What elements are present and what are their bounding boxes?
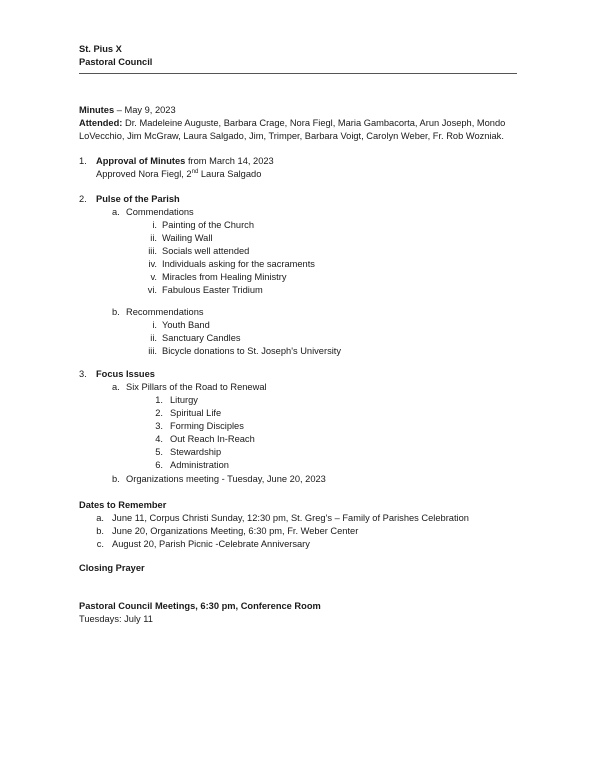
minutes-date: – May 9, 2023 — [114, 105, 176, 115]
pillar-item-number: 5. — [155, 447, 163, 457]
section-2a-title: Commendations — [126, 207, 194, 217]
attended-line-2: LoVecchio, Jim McGraw, Laura Salgado, Jim, Trimper, Barbara Voigt, Carolyn Weber, Fr. Rob Wozniak. — [79, 131, 504, 141]
commendation-item-number: iii. — [148, 246, 157, 256]
attended-line-1 — [79, 119, 505, 128]
commendation-item: Miracles from Healing Ministry — [162, 272, 287, 282]
recommendation-item-number: i. — [152, 320, 157, 330]
pillar-item-number: 3. — [155, 421, 163, 431]
approval-text-b: Laura Salgado — [198, 169, 262, 179]
minutes-label: Minutes — [79, 105, 115, 115]
attended-names-1: Dr. Madeleine Auguste, Barbara Crage, Nora Fiegl, Maria Gambacorta, Arun Joseph, Mondo — [124, 118, 506, 128]
section-2b-label: b. — [112, 307, 120, 317]
recommendation-item: Sanctuary Candles — [162, 333, 241, 343]
commendation-item-number: vi. — [147, 285, 157, 295]
date-item: June 11, Corpus Christi Sunday, 12:30 pm, St. Greg's – Family of Parishes Celebration — [112, 513, 469, 523]
section-3a-title: Six Pillars of the Road to Renewal — [126, 382, 267, 392]
commendation-item-number: v. — [150, 272, 157, 282]
pillar-item: Out Reach In-Reach — [170, 434, 255, 444]
section-3-number: 3. — [79, 369, 87, 379]
date-item-number: c. — [96, 539, 104, 549]
commendation-item: Wailing Wall — [162, 233, 213, 243]
section-3a-label: a. — [112, 382, 120, 392]
pillar-item: Spiritual Life — [170, 408, 222, 418]
approval-text-a: Approved Nora Fiegl, 2 — [96, 169, 192, 179]
recommendation-item-number: ii. — [150, 333, 157, 343]
section-1-title: Approval of Minutes — [96, 156, 186, 166]
recommendation-item: Youth Band — [162, 320, 210, 330]
section-2-title: Pulse of the Parish — [96, 194, 180, 204]
header-rule — [79, 73, 517, 74]
recommendation-item-number: iii. — [148, 346, 157, 356]
pillar-item: Administration — [170, 460, 229, 470]
recommendation-item: Bicycle donations to St. Joseph's University — [162, 346, 342, 356]
section-2b-title: Recommendations — [126, 307, 204, 317]
meetings-title: Pastoral Council Meetings, 6:30 pm, Conference Room — [79, 601, 321, 611]
commendation-item: Painting of the Church — [162, 220, 254, 230]
commendation-item-number: ii. — [150, 233, 157, 243]
section-3-title: Focus Issues — [96, 369, 155, 379]
date-item: June 20, Organizations Meeting, 6:30 pm, Fr. Weber Center — [112, 526, 359, 536]
approval-line — [96, 170, 261, 179]
council-name: Pastoral Council — [79, 57, 153, 67]
date-item-number: b. — [96, 526, 104, 536]
pillar-item: Liturgy — [170, 395, 198, 405]
commendation-item: Fabulous Easter Tridium — [162, 285, 263, 295]
section-3b-title: Organizations meeting - Tuesday, June 20, 2023 — [126, 474, 326, 484]
section-3b-label: b. — [112, 474, 120, 484]
approval-sup: nd — [191, 168, 199, 175]
closing-title: Closing Prayer — [79, 563, 145, 573]
pillar-item: Forming Disciples — [170, 421, 244, 431]
org-name: St. Pius X — [79, 44, 122, 54]
pillar-item-number: 4. — [155, 434, 163, 444]
commendation-item: Individuals asking for the sacraments — [162, 259, 315, 269]
pillar-item-number: 1. — [155, 395, 163, 405]
pillar-item-number: 6. — [155, 460, 163, 470]
section-2a-label: a. — [112, 207, 120, 217]
commendation-item-number: i. — [152, 220, 157, 230]
section-1-title-rest: from March 14, 2023 — [185, 156, 274, 166]
pillar-item-number: 2. — [155, 408, 163, 418]
date-item-number: a. — [96, 513, 104, 523]
meetings-line: Tuesdays: July 11 — [79, 614, 153, 624]
commendation-item: Socials well attended — [162, 246, 250, 256]
pillar-item: Stewardship — [170, 447, 222, 457]
section-2-number: 2. — [79, 194, 87, 204]
section-1-number: 1. — [79, 156, 87, 166]
attended-label: Attended: — [79, 118, 123, 128]
date-item: August 20, Parish Picnic -Celebrate Anniversary — [112, 539, 310, 549]
dates-title: Dates to Remember — [79, 500, 167, 510]
commendation-item-number: iv. — [148, 259, 157, 269]
minutes-line — [79, 106, 176, 115]
section-1-heading — [96, 157, 274, 166]
